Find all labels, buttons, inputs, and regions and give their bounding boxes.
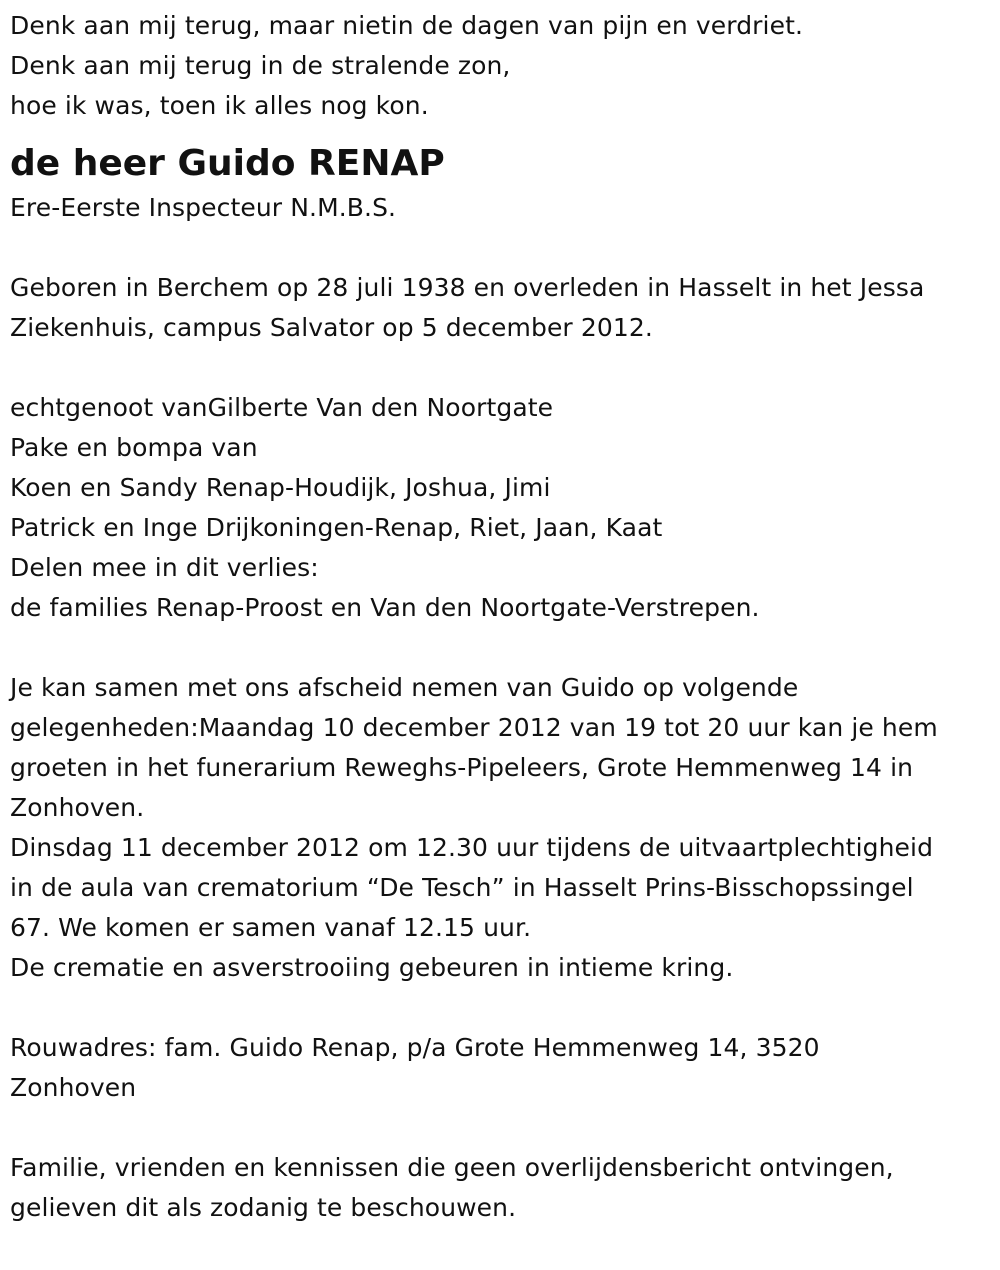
paragraph-line: in de aula van crematorium “De Tesch” in Hasselt Prins-Bisschopssingel xyxy=(10,873,914,902)
paragraph-line: Je kan samen met ons afscheid nemen van Guido op volgende xyxy=(10,673,799,702)
poem-line: hoe ik was, toen ik alles nog kon. xyxy=(10,91,429,120)
paragraph-line: De crematie en asverstrooiing gebeuren in intieme kring. xyxy=(10,953,734,982)
paragraph-line: Pake en bompa van xyxy=(10,433,258,462)
paragraph-line: gelegenheden:Maandag 10 december 2012 van 19 tot 20 uur kan je hem xyxy=(10,713,938,742)
deceased-title: Ere-Eerste Inspecteur N.M.B.S. xyxy=(10,193,397,222)
paragraph-line: Patrick en Inge Drijkoningen-Renap, Riet, Jaan, Kaat xyxy=(10,513,663,542)
spacer xyxy=(10,228,990,268)
paragraph-line: Delen mee in dit verlies: xyxy=(10,553,319,582)
paragraph-line: Dinsdag 11 december 2012 om 12.30 uur tijdens de uitvaartplechtigheid xyxy=(10,833,934,862)
paragraph-line: groeten in het funerarium Reweghs-Pipeleers, Grote Hemmenweg 14 in xyxy=(10,753,914,782)
closing-notice xyxy=(10,1148,990,1228)
spacer xyxy=(10,988,990,1028)
poem-line: Denk aan mij terug, maar nietin de dagen van pijn en verdriet. xyxy=(10,11,804,40)
family-paragraph xyxy=(10,388,990,628)
farewell-paragraph xyxy=(10,668,990,988)
birth-death-paragraph xyxy=(10,268,990,348)
paragraph-line: Rouwadres: fam. Guido Renap, p/a Grote Hemmenweg 14, 3520 xyxy=(10,1033,820,1062)
spacer xyxy=(10,1108,990,1148)
paragraph-line: gelieven dit als zodanig te beschouwen. xyxy=(10,1193,517,1222)
spacer xyxy=(10,348,990,388)
paragraph-line: Zonhoven xyxy=(10,1073,137,1102)
deceased-name: de heer Guido RENAP xyxy=(10,143,445,184)
paragraph-line: echtgenoot vanGilberte Van den Noortgate xyxy=(10,393,554,422)
paragraph-line: de families Renap-Proost en Van den Noortgate-Verstrepen. xyxy=(10,593,760,622)
poem-line: Denk aan mij terug in de stralende zon, xyxy=(10,51,511,80)
spacer xyxy=(10,628,990,668)
paragraph-line: Zonhoven. xyxy=(10,793,145,822)
poem xyxy=(10,6,990,126)
paragraph-line: Koen en Sandy Renap-Houdijk, Joshua, Jimi xyxy=(10,473,551,502)
paragraph-line: Geboren in Berchem op 28 juli 1938 en overleden in Hasselt in het Jessa xyxy=(10,273,925,302)
paragraph-line: 67. We komen er samen vanaf 12.15 uur. xyxy=(10,913,532,942)
paragraph-line: Ziekenhuis, campus Salvator op 5 december 2012. xyxy=(10,313,653,342)
paragraph-line: Familie, vrienden en kennissen die geen overlijdensbericht ontvingen, xyxy=(10,1153,894,1182)
mourning-address xyxy=(10,1028,990,1108)
obituary-document xyxy=(10,6,990,1228)
